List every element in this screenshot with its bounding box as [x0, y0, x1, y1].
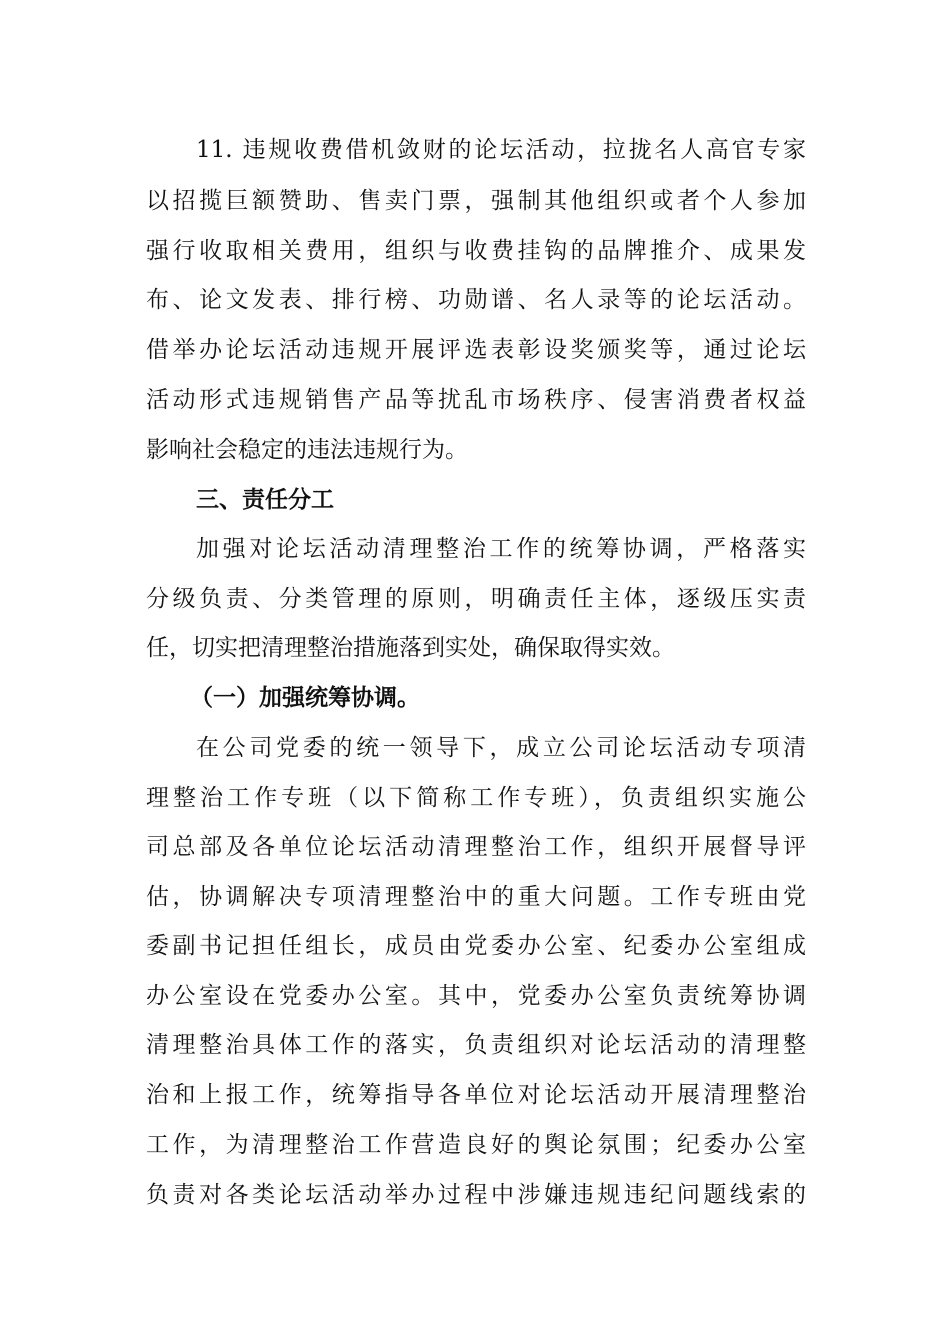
section-heading: 三、责任分工 [196, 487, 334, 513]
paragraph-line: 加强对论坛活动清理整治工作的统筹协调，严格落实 [196, 536, 806, 562]
paragraph-line: 活动形式违规销售产品等扰乱市场秩序、侵害消费者权益 [146, 387, 806, 413]
paragraph-line: 理整治工作专班（以下简称工作专班），负责组织实施公 [146, 785, 806, 811]
paragraph-line: 强行收取相关费用，组织与收费挂钩的品牌推介、成果发 [146, 238, 806, 264]
paragraph-line: 任，切实把清理整治措施落到实处，确保取得实效。 [146, 635, 675, 661]
paragraph-line: 司总部及各单位论坛活动清理整治工作，组织开展督导评 [146, 834, 806, 860]
paragraph-line: 布、论文发表、排行榜、功勋谱、名人录等的论坛活动。 [146, 287, 806, 313]
paragraph-line: 工作，为清理整治工作营造良好的舆论氛围；纪委办公室 [146, 1132, 806, 1158]
paragraph-line: 委副书记担任组长，成员由党委办公室、纪委办公室组成 [146, 933, 806, 959]
paragraph-line: 以招揽巨额赞助、售卖门票，强制其他组织或者个人参加 [146, 188, 806, 214]
paragraph-line: 办公室设在党委办公室。其中，党委办公室负责统筹协调 [146, 983, 806, 1009]
paragraph-line: 借举办论坛活动违规开展评选表彰设奖颁奖等，通过论坛 [146, 337, 806, 363]
paragraph-line: 分级负责、分类管理的原则，明确责任主体，逐级压实责 [146, 586, 806, 612]
paragraph-line: 11. 违规收费借机敛财的论坛活动，拉拢名人高官专家 [196, 137, 806, 163]
paragraph-line: 治和上报工作，统筹指导各单位对论坛活动开展清理整治 [146, 1082, 806, 1108]
paragraph-line: 负责对各类论坛活动举办过程中涉嫌违规违纪问题线索的 [146, 1182, 806, 1208]
paragraph-line: 在公司党委的统一领导下，成立公司论坛活动专项清 [196, 735, 806, 761]
paragraph-line: 影响社会稳定的违法违规行为。 [146, 437, 468, 463]
paragraph-line: 清理整治具体工作的落实，负责组织对论坛活动的清理整 [146, 1032, 806, 1058]
paragraph-line: 估，协调解决专项清理整治中的重大问题。工作专班由党 [146, 884, 806, 910]
subsection-heading: （一）加强统筹协调。 [190, 685, 420, 711]
